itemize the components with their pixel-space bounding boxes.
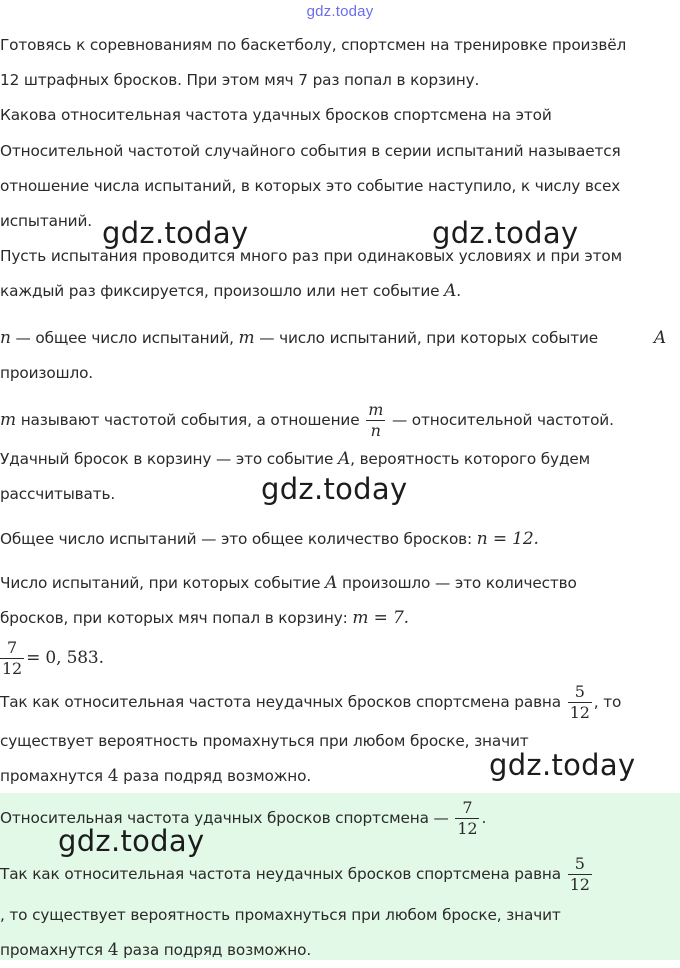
theory-line: испытаний. (0, 212, 92, 230)
math-m-equals: m = 7. (352, 608, 409, 628)
watermark: gdz.today (432, 216, 579, 250)
theory-text-segment: — число испытаний, при которых событие (254, 329, 599, 347)
answer-fail-fraction (568, 854, 592, 895)
theory-text-segment: — относительной частотой. (387, 411, 614, 429)
fraction-denominator: 12 (457, 819, 478, 838)
solution-line (0, 601, 676, 636)
fraction-numerator: 7 (455, 798, 479, 819)
theory-line: произошло. (0, 364, 94, 382)
success-fraction (0, 638, 24, 679)
fraction-numerator: m (368, 400, 384, 419)
fraction-denominator: 12 (2, 659, 23, 678)
fraction-numerator: 5 (568, 682, 592, 703)
solution-line: существует вероятность промахнуться при любом броске, значит (0, 732, 529, 750)
answer-text-segment: промахнутся (0, 941, 108, 959)
solution-result (0, 636, 676, 680)
watermark: gdz.today (102, 216, 249, 250)
solution-text (0, 522, 676, 557)
math-n-equals: n = 12. (476, 529, 539, 549)
solution-text-segment: Число испытаний, при которых событие (0, 574, 326, 592)
solution-text-segment: Так как относительная частота неудачных бросков спортсмена равна (0, 693, 562, 711)
solution-text-segment: произошло — это количество (337, 574, 577, 592)
task-line: Готовясь к соревнованиям по баскетболу, спортсмен на тренировке произвёл (0, 36, 627, 54)
answer-line (0, 933, 676, 968)
answer-text-segment: раза подряд возможно. (118, 941, 312, 959)
solution-line (0, 680, 676, 724)
solution-text-segment: , то (593, 693, 622, 711)
theory-line (0, 321, 676, 356)
theory-definitions (0, 321, 676, 391)
watermark: gdz.today (489, 748, 636, 782)
watermark: gdz.today (261, 472, 408, 506)
fraction-denominator: 12 (569, 875, 590, 894)
theory-frequency (0, 398, 676, 442)
fail-fraction (568, 682, 592, 723)
answer-line (0, 852, 676, 896)
answer-text-segment: Так как относительная частота неудачных бросков спортсмена равна (0, 865, 562, 883)
solution-line (0, 636, 676, 680)
site-logo[interactable]: gdz.today (306, 3, 374, 20)
math-n: n (0, 328, 11, 348)
fraction-numerator: 5 (568, 854, 592, 875)
theory-line: Пусть испытания проводится много раз при одинаковых условиях и при этом (0, 247, 622, 265)
answer-line-2 (0, 852, 676, 896)
theory-line: Относительной частотой случайного события в серии испытаний называется (0, 142, 621, 160)
math-four: 4 (107, 766, 119, 786)
answer-line-3 (0, 898, 676, 968)
relative-frequency-fraction (366, 400, 385, 441)
fraction-denominator: n (370, 421, 381, 440)
fraction-denominator: 12 (569, 703, 590, 722)
math-m: m (0, 410, 16, 430)
solution-line (0, 522, 676, 557)
task-line: Какова относительная частота удачных бросков спортсмена на этой (0, 106, 552, 124)
solution-text-segment: бросков, при которых мяч попал в корзину: (0, 609, 353, 627)
solution-text-segment: промахнутся (0, 767, 108, 785)
solution-line (0, 566, 676, 601)
solution-text-segment: раза подряд возможно. (118, 767, 312, 785)
fraction-numerator: 7 (0, 638, 24, 659)
theory-text-segment: каждый раз фиксируется, произошло или нет событие (0, 282, 445, 300)
solution-count (0, 566, 676, 636)
event-symbol: A (325, 573, 338, 593)
math-m: m (238, 328, 255, 348)
theory-text-segment: называют частотой события, а отношение (15, 411, 365, 429)
answer-success-fraction (455, 798, 479, 839)
theory-text-segment: , вероятность которого будем (350, 450, 591, 468)
theory-text-segment: Удачный бросок в корзину — это событие (0, 450, 338, 468)
theory-line: рассчитывать. (0, 485, 116, 503)
theory-text-segment: — общее число испытаний, (10, 329, 239, 347)
task-text (0, 28, 676, 133)
theory-line: отношение числа испытаний, в которых это событие наступило, к числу всех (0, 177, 621, 195)
result-value: = 0, 583. (26, 648, 104, 668)
theory-line (0, 398, 676, 442)
event-symbol: A (444, 281, 457, 301)
solution-fail (0, 680, 676, 724)
answer-text-segment: . (481, 809, 487, 827)
theory-line: каждый раз фиксируется, произошло или нет событие A. (0, 281, 461, 301)
task-line: 12 штрафных бросков. При этом мяч 7 раз попал в корзину. (0, 71, 480, 89)
event-symbol: A (653, 328, 666, 348)
event-symbol: A (338, 449, 351, 469)
answer-line: , то существует вероятность промахнуться при любом броске, значит (0, 906, 561, 924)
watermark: gdz.today (58, 824, 205, 858)
math-four: 4 (107, 940, 119, 960)
solution-text-segment: Общее число испытаний — это общее количество бросков: (0, 530, 477, 548)
answer-text-segment: Относительная частота удачных бросков спортсмена — (0, 809, 449, 827)
